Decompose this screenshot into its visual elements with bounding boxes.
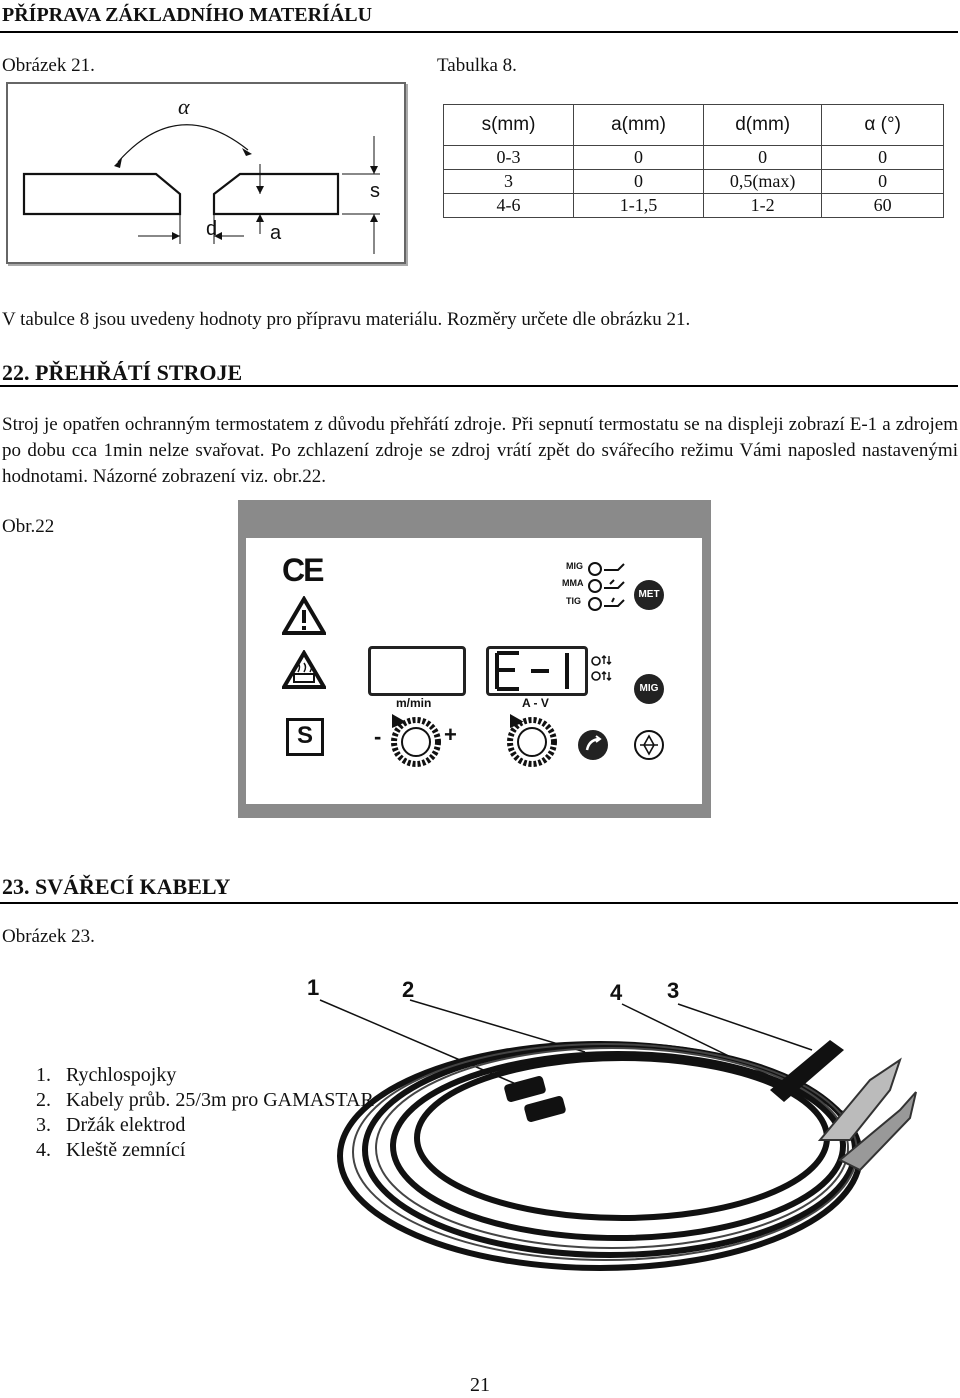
section23-title: 23. SVÁŘECÍ KABELY xyxy=(2,874,231,899)
mode-led-mig xyxy=(588,562,602,576)
section-rule xyxy=(0,31,958,33)
mode-label-mig: MIG xyxy=(566,561,583,571)
unit-left: m/min xyxy=(396,696,432,710)
table-row xyxy=(444,194,944,218)
mode-label-tig: TIG xyxy=(566,596,581,606)
table8-caption: Tabulka 8. xyxy=(437,55,517,76)
table-cell: 0 xyxy=(822,170,944,194)
trigger-mode-icons xyxy=(590,654,616,684)
mode-led-tig xyxy=(588,597,602,611)
table-header-cell: α (°) xyxy=(822,105,944,146)
callout-2: 2 xyxy=(402,977,415,1002)
list-item-label: Kleště zemnící xyxy=(66,1139,186,1161)
warning-icon xyxy=(282,596,326,636)
section-rule xyxy=(0,902,958,904)
table-cell: 3 xyxy=(444,170,574,194)
display-right-value xyxy=(500,638,501,639)
panel-face xyxy=(246,538,702,804)
table-cell: 1-1,5 xyxy=(574,194,704,218)
prep-text: V tabulce 8 jsou uvedeny hodnoty pro přípravu materiálu. Rozměry určete dle obrázku 21. xyxy=(2,309,691,330)
callout-1: 1 xyxy=(307,975,320,1000)
figure22-caption: Obr.22 xyxy=(2,516,55,537)
list-item-number: 3. xyxy=(36,1114,51,1136)
table-row xyxy=(444,170,944,194)
voltage-knob[interactable] xyxy=(502,710,560,768)
list-item-label: Kabely průb. 25/3m pro GAMASTAR xyxy=(66,1089,374,1111)
hot-surface-icon xyxy=(282,650,326,690)
display-right xyxy=(486,646,588,696)
unit-right: A - V xyxy=(522,696,549,710)
list-item xyxy=(36,1088,374,1113)
list-item-label: Držák elektrod xyxy=(66,1114,186,1136)
table-cell: 0 xyxy=(574,146,704,170)
d-label: d xyxy=(206,218,218,240)
cables-illustration xyxy=(300,960,920,1280)
wire-inch-icon xyxy=(578,730,608,760)
table-row xyxy=(444,146,944,170)
table-header-cell: d(mm) xyxy=(704,105,822,146)
table-cell: 0 xyxy=(574,170,704,194)
cables-legend xyxy=(36,1063,374,1163)
list-item-number: 4. xyxy=(36,1139,51,1161)
e1-readout xyxy=(489,649,585,693)
figure21-caption: Obrázek 21. xyxy=(2,55,95,76)
section-rule xyxy=(0,385,958,387)
list-item xyxy=(36,1138,374,1163)
alpha-label: α xyxy=(178,94,190,119)
table-cell: 60 xyxy=(822,194,944,218)
table-cell: 4-6 xyxy=(444,194,574,218)
left-plate xyxy=(24,174,180,214)
table-header-cell: a(mm) xyxy=(574,105,704,146)
plus-sign: + xyxy=(444,722,457,747)
control-panel xyxy=(238,500,711,818)
table-cell: 1-2 xyxy=(704,194,822,218)
list-item-number: 1. xyxy=(36,1064,51,1086)
section22-paragraph: Stroj je opatřen ochranným termostatem z důvodu přehřátí zdroje. Při sepnutí termostatu se na displeji zobrazí E-1 a zdrojem po dobu cca 1min nelze svařovat. Po zchlazení zdroje se zdroj vrátí zpět do svářecího režimu Vámi naposled nastavenými hodnotami. Názorné zobrazení viz. obr.22. xyxy=(2,414,958,487)
wire-inch-button[interactable] xyxy=(578,730,608,760)
torch-icons xyxy=(602,560,628,612)
mig-button[interactable]: MIG xyxy=(634,674,664,704)
section-title-prep: PŘÍPRAVA ZÁKLADNÍHO MATERÍÁLU xyxy=(2,4,373,26)
met-button[interactable]: MET xyxy=(634,580,664,610)
gas-test-button[interactable] xyxy=(634,730,664,760)
mode-label-mma: MMA xyxy=(562,578,584,588)
page-number: 21 xyxy=(470,1374,490,1396)
list-item xyxy=(36,1063,374,1088)
section22-title: 22. PŘEHŘÁTÍ STROJE xyxy=(2,360,243,385)
callout-3: 3 xyxy=(667,978,680,1003)
right-plate xyxy=(214,174,338,214)
table-header-cell: s(mm) xyxy=(444,105,574,146)
mode-led-mma xyxy=(588,579,602,593)
list-item-number: 2. xyxy=(36,1089,51,1111)
table-cell: 0,5(max) xyxy=(704,170,822,194)
table8 xyxy=(443,104,944,218)
figure23-caption: Obrázek 23. xyxy=(2,926,95,947)
a-label: a xyxy=(270,222,282,244)
minus-sign: - xyxy=(374,724,382,749)
figure21-frame xyxy=(6,82,406,264)
ce-mark: CE xyxy=(282,552,323,588)
callout-4: 4 xyxy=(610,980,623,1005)
table-header-row xyxy=(444,105,944,146)
list-item-label: Rychlospojky xyxy=(66,1064,177,1086)
table-cell: 0 xyxy=(704,146,822,170)
s-mark: S xyxy=(286,718,324,756)
wire-speed-knob[interactable] xyxy=(386,710,442,768)
s-label: s xyxy=(370,180,380,202)
gas-icon xyxy=(636,732,662,758)
table-cell: 0-3 xyxy=(444,146,574,170)
list-item xyxy=(36,1113,374,1138)
display-left xyxy=(368,646,466,696)
table-cell: 0 xyxy=(822,146,944,170)
angle-arc xyxy=(118,125,248,162)
